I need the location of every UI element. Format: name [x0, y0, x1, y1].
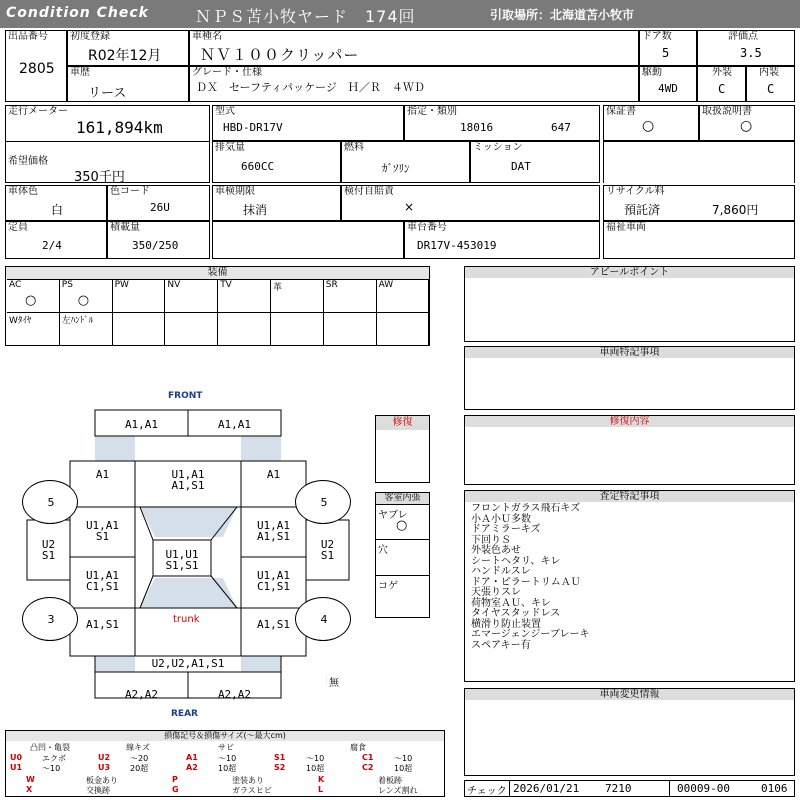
panel-code: A1,A1	[217, 418, 252, 431]
interior-tear-mark: ○	[396, 518, 408, 533]
fuel-value: ｶﾞｿﾘﾝ	[382, 162, 410, 175]
panel-code: U2,U2,A1,S1	[151, 657, 225, 670]
panel-qr	[241, 619, 306, 630]
lot-number: 2805	[19, 61, 55, 77]
name-cell	[189, 30, 639, 66]
history-label: 車歴	[70, 67, 90, 78]
equip-cell	[377, 279, 430, 312]
panel-code: C1,S1	[256, 580, 291, 593]
equip-cell	[324, 312, 377, 345]
welfare-cell	[603, 221, 795, 259]
equip-cell	[7, 312, 60, 345]
legend-code: S1	[274, 753, 286, 762]
vehicle-diagram	[5, 350, 445, 730]
panel-dr	[241, 520, 306, 542]
int-cell	[746, 66, 795, 102]
legend-desc: 10超	[394, 764, 413, 773]
warranty-cell	[603, 105, 699, 141]
manual-cell	[699, 105, 795, 141]
special-panel	[464, 346, 795, 410]
panel-code: U1,A1	[85, 569, 120, 582]
panel-bumper	[135, 658, 241, 669]
int-label: 内装	[759, 67, 779, 78]
history-value: リース	[88, 86, 127, 101]
equip-label: TV	[220, 280, 232, 290]
capacity-cell	[5, 221, 107, 259]
panel-code: A1,S1	[171, 479, 205, 492]
inspection-notes	[471, 504, 589, 651]
equipment-table	[5, 266, 430, 346]
panel-code: A1	[266, 468, 281, 481]
legend-code: A2	[186, 763, 198, 772]
reg-label: 初度登録	[70, 31, 110, 42]
color-label: 車体色	[8, 186, 38, 197]
panel-code: A1,S1	[256, 530, 291, 543]
equip-label: 革	[273, 283, 283, 293]
color-value: 白	[51, 203, 64, 217]
equip-cell	[218, 279, 271, 312]
panel-code: U2	[320, 538, 335, 551]
panel-r1	[95, 689, 188, 700]
appeal-panel	[464, 266, 795, 342]
recycle-amount: 7,860円	[712, 203, 759, 217]
legend-desc: 10超	[218, 764, 237, 773]
tire-rr-code: 4	[320, 613, 328, 626]
interior-tear-label: ヤブレ	[378, 510, 408, 521]
ext-cell	[697, 66, 746, 102]
repair-title: 修復	[376, 416, 429, 430]
meter-value: 161,894km	[76, 118, 163, 137]
doors-value: 5	[662, 46, 670, 60]
car-name: ＮＶ１００クリッパー	[200, 46, 360, 64]
panel-hoodc	[135, 469, 241, 491]
fuel-label: 燃料	[344, 142, 364, 153]
spare-no-label: 無	[329, 678, 339, 689]
panel-code: U1,A1	[256, 519, 291, 532]
liability-label: 検付自賠責	[344, 186, 394, 197]
legend-code: U3	[98, 763, 111, 772]
inspection-note: 下回りＳ	[471, 534, 511, 546]
equip-cell	[218, 312, 271, 345]
legend-desc: 着板跡	[378, 776, 402, 785]
equip-mark: ○	[77, 293, 90, 308]
grade-value: ＤＸ セーフティパッケージ Ｈ／Ｒ ４ＷＤ	[196, 81, 425, 94]
cc-value: 660CC	[241, 160, 275, 173]
chassis-label: 車台番号	[407, 222, 447, 233]
legend-code: G	[172, 785, 179, 794]
meter-label: 走行メーター	[8, 106, 68, 117]
equip-cell	[165, 312, 218, 345]
equip-label: SR	[325, 280, 338, 290]
manual-label: 取扱説明書	[702, 106, 752, 117]
load-label: 積載量	[110, 222, 140, 233]
int-value: C	[767, 82, 775, 96]
fuel-cell	[341, 141, 470, 183]
ext-label: 外装	[712, 67, 732, 78]
equip-cell	[113, 279, 166, 312]
tire-fr-code: 5	[320, 496, 328, 509]
panel-hoodr	[241, 469, 306, 480]
inspection-note: 荷物室ＡＵ、キレ	[471, 597, 551, 609]
legend-code: U2	[98, 753, 111, 762]
inspection-note: エマージェンジーブレーキ	[471, 629, 590, 640]
equip-cell	[377, 312, 430, 345]
liability-value: ×	[404, 200, 415, 214]
legend-desc: エクボ	[42, 754, 66, 763]
mission-cell	[470, 141, 600, 183]
panel-code: U1,A1	[256, 569, 291, 582]
legend-code: U0	[10, 753, 23, 762]
liability-cell	[341, 185, 470, 221]
warranty-mark: ○	[642, 118, 655, 134]
drive-label: 駆動	[642, 67, 662, 78]
colorcode-cell	[107, 185, 210, 221]
score-value: 3.5	[740, 46, 762, 60]
panel-code: A2,A2	[124, 688, 159, 701]
tire-fr	[295, 480, 351, 524]
equip-cell	[271, 312, 324, 345]
check-number: 7210	[605, 782, 632, 795]
legend-code: P	[172, 775, 178, 784]
equip-cell	[60, 312, 113, 345]
panel-code: S1,S1	[165, 559, 199, 572]
legend-code: C1	[362, 753, 374, 762]
equip-label: Wﾀｲﾔ	[9, 316, 32, 326]
price-label: 希望価格	[8, 156, 48, 167]
equip-cell	[7, 279, 60, 312]
check-date: 2026/01/21	[513, 782, 580, 795]
interior-hole-label: 穴	[378, 545, 388, 556]
legend-desc: 20超	[130, 764, 149, 773]
inspection-note: ハンドルスレ	[471, 566, 531, 577]
typeno-category: 647	[551, 121, 571, 134]
legend-code: W	[26, 775, 35, 784]
inspect-label: 車検期限	[215, 186, 255, 197]
score-cell	[697, 30, 795, 66]
model-cell	[212, 105, 404, 141]
chassis-cell	[404, 221, 600, 259]
cc-label: 排気量	[215, 142, 245, 153]
typeno-cell	[404, 105, 600, 141]
lot-cell	[5, 30, 67, 102]
panel-dl	[70, 520, 135, 542]
doors-label: ドア数	[642, 31, 672, 42]
inspection-note: 外装色あせ	[471, 545, 521, 556]
equip-label: 左ﾊﾝﾄﾞﾙ	[61, 316, 94, 326]
legend-desc: レンズ割れ	[378, 786, 418, 795]
reg-cell	[67, 30, 189, 66]
chassis-spacer	[212, 221, 404, 259]
lot-label: 出品番号	[8, 31, 48, 42]
pickup-location: 引取場所：北海道苫小牧市	[490, 8, 635, 22]
name-label: 車種名	[192, 31, 222, 42]
equip-cell	[165, 279, 218, 312]
equip-cell	[271, 279, 324, 312]
inspection-note: 小Ａ小Ｕ多数	[471, 513, 531, 525]
legend-desc: 〜10	[218, 754, 237, 763]
liability-spacer	[470, 185, 600, 221]
inspection-title: 査定特記事項	[465, 491, 794, 502]
change-title: 車両変更情報	[465, 689, 794, 700]
page-title: ＮＰＳ苫小牧ヤード 174回	[195, 7, 416, 26]
panel-hoodl	[70, 469, 135, 480]
grade-cell	[189, 66, 639, 102]
panel-ql	[70, 619, 135, 630]
model-label: 型式	[215, 106, 235, 117]
check-label: チェック	[467, 786, 507, 797]
equip-label: PW	[114, 280, 129, 290]
legend-code: X	[26, 785, 33, 794]
recycle-cell	[603, 185, 795, 221]
drive-cell	[639, 66, 697, 102]
tire-rl-code: 3	[47, 613, 55, 626]
legend-code: L	[318, 785, 324, 794]
legend-code: S2	[274, 763, 286, 772]
typeno-label: 指定・類別	[407, 106, 457, 117]
reg-value: R02年12月	[88, 48, 162, 64]
equip-label: AW	[378, 280, 394, 290]
grade-label: グレード・仕様	[192, 67, 262, 78]
damage-legend	[5, 730, 445, 797]
trunk-label: trunk	[173, 614, 200, 625]
panel-code: U1,A1	[171, 468, 205, 481]
legend-title: 損傷記号＆損傷サイズ(〜最大cm)	[6, 731, 444, 741]
blank-cell	[603, 141, 795, 183]
inspection-note: ドアミラーキズ	[471, 524, 541, 535]
legend-desc: 〜20	[130, 754, 149, 763]
panel-code: A2,A2	[217, 688, 252, 701]
equip-label: PS	[61, 280, 73, 290]
cc-cell	[212, 141, 341, 183]
legend-code: A1	[186, 753, 198, 762]
rear-label: REAR	[171, 709, 198, 719]
legend-desc: 〜10	[306, 754, 325, 763]
panel-code: A1,S1	[85, 618, 120, 631]
panel-sider	[306, 539, 349, 561]
recycle-status: 預託済	[624, 203, 661, 217]
colorcode-value: 26U	[150, 201, 170, 214]
manual-mark: ○	[740, 118, 753, 134]
panel-code: U1,A1	[85, 519, 120, 532]
panel-r2	[188, 689, 281, 700]
special-title: 車両特記事項	[465, 347, 794, 358]
panel-code: U1,U1	[165, 548, 199, 561]
equipment-title: 装備	[6, 267, 429, 279]
drive-value: 4WD	[658, 82, 678, 95]
equip-cell	[113, 312, 166, 345]
mission-label: ミッション	[473, 142, 523, 153]
legend-group: 凸凹・亀裂	[30, 743, 70, 752]
load-cell	[107, 221, 210, 259]
legend-group: サビ	[218, 743, 234, 752]
equip-cell	[60, 279, 113, 312]
repair-content-title: 修復内容	[465, 416, 794, 427]
inspection-note: タイヤスタッドレス	[471, 608, 561, 619]
panel-code: S1	[320, 549, 335, 562]
panel-code: S1	[41, 549, 56, 562]
ext-value: C	[718, 82, 726, 96]
inspection-note: 天張りスレ	[471, 587, 521, 598]
welfare-label: 福祉車両	[606, 222, 646, 233]
check-code-1: 00009-00	[677, 782, 730, 795]
appeal-title: アピールポイント	[465, 267, 794, 278]
warranty-label: 保証書	[606, 106, 636, 117]
load-value: 350/250	[132, 239, 179, 252]
inspect-cell	[212, 185, 341, 221]
legend-desc: 10超	[306, 764, 325, 773]
inspection-note: フロントガラス飛石キズ	[471, 503, 581, 514]
colorcode-label: 色コード	[110, 186, 150, 197]
legend-desc: 板金あり	[86, 776, 118, 785]
repair-content-panel	[464, 415, 795, 485]
legend-code: K	[318, 775, 325, 784]
legend-code: C2	[362, 763, 374, 772]
inspection-panel	[464, 490, 795, 682]
panel-rdr	[241, 570, 306, 592]
footer-bar	[464, 780, 795, 797]
mission-value: DAT	[511, 160, 531, 173]
doors-cell	[639, 30, 697, 66]
inspection-note: ドア・ピラートリムＡＵ	[471, 576, 581, 588]
interior-burn-label: コゲ	[378, 581, 398, 592]
panel-code: A1	[95, 468, 110, 481]
legend-desc: 〜10	[394, 754, 413, 763]
legend-group: 腐食	[350, 743, 366, 752]
panel-code: U2	[41, 538, 56, 551]
color-cell	[5, 185, 107, 221]
panel-f1	[95, 419, 188, 430]
equip-label: AC	[9, 280, 22, 290]
legend-desc: ガラスヒビ	[232, 786, 272, 795]
model-value: HBD-DR17V	[223, 121, 283, 134]
typeno-designation: 18016	[460, 121, 494, 134]
legend-desc: 〜10	[42, 764, 61, 773]
panel-f2	[188, 419, 281, 430]
equip-cell	[324, 279, 377, 312]
panel-code: A1,S1	[256, 618, 291, 631]
inspect-value: 抹消	[243, 203, 268, 217]
panel-code: A1,A1	[124, 418, 159, 431]
recycle-label: リサイクル料	[606, 186, 665, 197]
logo-text: Condition Check	[6, 5, 149, 21]
tire-fl	[22, 480, 78, 524]
panel-code: S1	[95, 530, 110, 543]
price-value: 350千円	[74, 170, 125, 185]
panel-roof	[153, 549, 211, 571]
legend-desc: 塗装あり	[232, 776, 264, 785]
meter-cell	[5, 105, 210, 141]
legend-code: U1	[10, 763, 23, 772]
panel-rdl	[70, 570, 135, 592]
history-cell	[67, 66, 189, 102]
capacity-value: 2/4	[42, 239, 62, 252]
spare-indicator	[297, 665, 327, 695]
front-label: FRONT	[168, 391, 203, 401]
inspection-note: スペアキー有	[471, 639, 531, 651]
header-bar	[0, 0, 800, 28]
interior-title: 客室内張	[376, 493, 429, 504]
panel-sidel	[27, 539, 70, 561]
inspection-note: 横滑り防止装置	[471, 618, 541, 630]
tire-fl-code: 5	[47, 496, 55, 509]
capacity-label: 定員	[8, 222, 28, 233]
change-panel	[464, 688, 795, 776]
inspection-note: シートヘタリ、キレ	[471, 555, 561, 567]
legend-group: 線キズ	[126, 743, 150, 752]
score-label: 評価点	[728, 31, 758, 42]
chassis-value: DR17V-453019	[417, 239, 497, 252]
equip-label: NV	[167, 280, 181, 290]
price-cell	[5, 141, 210, 183]
panel-code: C1,S1	[85, 580, 120, 593]
legend-desc: 交換跡	[86, 786, 110, 795]
check-code-2: 0106	[761, 782, 788, 795]
equip-mark: ○	[25, 293, 37, 308]
